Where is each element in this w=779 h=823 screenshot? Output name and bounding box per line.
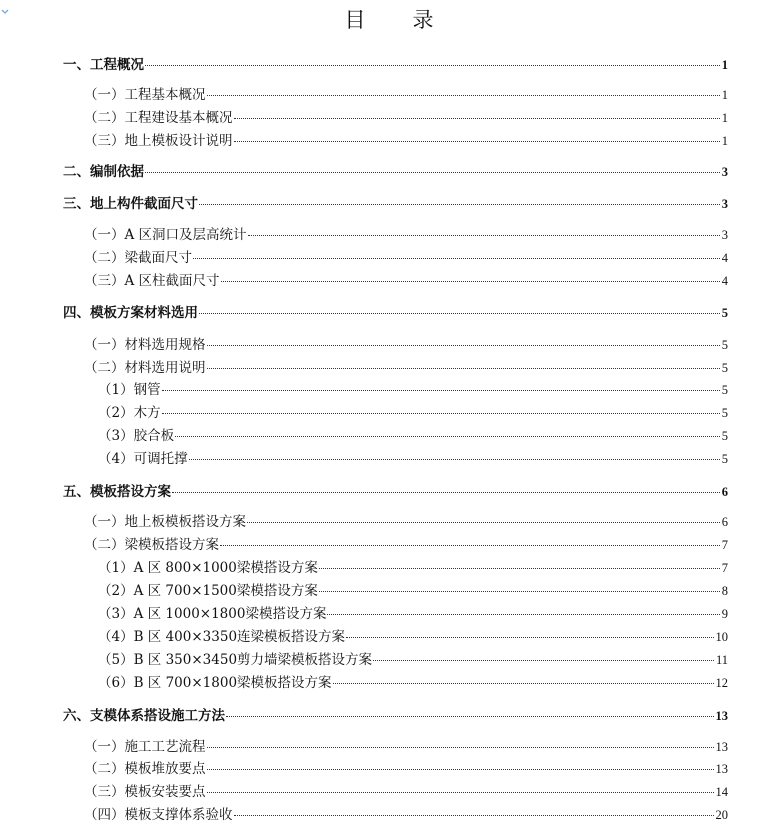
- toc-dot-leader: [162, 390, 720, 391]
- title-char-1: 目: [344, 8, 367, 32]
- toc-entry[interactable]: [84, 106, 728, 124]
- toc-entry[interactable]: [63, 480, 728, 498]
- toc-entry-label: （二）梁截面尺寸: [84, 250, 192, 266]
- toc-dot-leader: [346, 637, 713, 638]
- toc-dot-leader: [207, 769, 714, 770]
- toc-entry-label: （2）木方: [98, 405, 161, 421]
- toc-entry-page-number: 11: [715, 653, 728, 667]
- toc-dot-leader: [162, 413, 720, 414]
- toc-entry-page-number: 5: [721, 338, 728, 352]
- toc-dot-leader: [207, 95, 720, 96]
- toc-entry-label: （3）A 区 1000×1800梁模搭设方案: [98, 606, 327, 622]
- toc-entry-page-number: 5: [721, 406, 728, 420]
- toc-entry-page-number: 3: [721, 228, 728, 242]
- toc-entry-page-number: 7: [721, 538, 728, 552]
- toc-entry[interactable]: [63, 53, 728, 71]
- toc-entry-label: 六、支模体系搭设施工方法: [63, 708, 225, 724]
- toc-entry-page-number: 7: [721, 561, 728, 575]
- toc-entry-page-number: 1: [721, 134, 728, 148]
- toc-entry[interactable]: [84, 333, 728, 351]
- toc-dot-leader: [234, 815, 714, 816]
- toc-entry-label: （三）A 区柱截面尺寸: [84, 273, 220, 289]
- toc-entry[interactable]: [98, 401, 728, 419]
- toc-entry[interactable]: [84, 223, 728, 241]
- toc-entry-page-number: 5: [721, 361, 728, 375]
- toc-entry-page-number: 1: [721, 111, 728, 125]
- toc-entry-label: （一）地上板模板搭设方案: [84, 514, 246, 530]
- toc-dot-leader: [207, 747, 714, 748]
- toc-dot-leader: [333, 683, 714, 684]
- toc-dot-leader: [193, 258, 720, 259]
- toc-dot-leader: [319, 591, 720, 592]
- toc-entry-label: （二）工程建设基本概况: [84, 110, 233, 126]
- toc-dot-leader: [207, 345, 720, 346]
- toc-entry-page-number: 1: [721, 58, 728, 72]
- toc-entry-label: 三、地上构件截面尺寸: [63, 196, 198, 212]
- toc-entry-label: （2）A 区 700×1500梁模搭设方案: [98, 583, 318, 599]
- toc-dot-leader: [145, 172, 720, 173]
- toc-entry[interactable]: [63, 301, 728, 319]
- toc-dot-leader: [247, 522, 720, 523]
- toc-entry[interactable]: [98, 602, 728, 620]
- page-title: [0, 4, 779, 34]
- toc-entry-label: （3）胶合板: [98, 428, 175, 444]
- toc-entry[interactable]: [84, 757, 728, 775]
- toc-dot-leader: [234, 118, 720, 119]
- toc-entry[interactable]: [84, 83, 728, 101]
- toc-entry-page-number: 12: [715, 676, 728, 690]
- toc-entry-page-number: 5: [721, 306, 728, 320]
- toc-entry-label: （二）梁模板搭设方案: [84, 537, 219, 553]
- toc-dot-leader: [199, 313, 720, 314]
- toc-dot-leader: [221, 281, 720, 282]
- toc-dot-leader: [199, 204, 720, 205]
- toc-entry-label: （5）B 区 350×3450剪力墙梁模板搭设方案: [98, 652, 373, 668]
- toc-entry-label: （一）工程基本概况: [84, 87, 206, 103]
- toc-entry[interactable]: [84, 510, 728, 528]
- toc-entry[interactable]: [63, 192, 728, 210]
- toc-entry[interactable]: [84, 246, 728, 264]
- toc-entry-label: （三）地上模板设计说明: [84, 133, 233, 149]
- toc-dot-leader: [373, 660, 714, 661]
- toc-entry-page-number: 20: [715, 808, 728, 822]
- toc-entry-label: （6）B 区 700×1800梁模板搭设方案: [98, 675, 332, 691]
- toc-entry-page-number: 4: [721, 251, 728, 265]
- toc-entry-label: （1）A 区 800×1000梁模搭设方案: [98, 560, 318, 576]
- toc-entry-label: 四、模板方案材料选用: [63, 305, 198, 321]
- toc-dot-leader: [207, 792, 714, 793]
- toc-entry-label: （4）B 区 400×3350连梁模板搭设方案: [98, 629, 346, 645]
- toc-entry-label: 一、工程概况: [63, 57, 144, 73]
- toc-entry[interactable]: [98, 648, 728, 666]
- toc-dot-leader: [234, 141, 720, 142]
- toc-entry-label: 五、模板搭设方案: [63, 484, 171, 500]
- toc-dot-leader: [226, 716, 714, 717]
- toc-entry-label: 二、编制依据: [63, 164, 144, 180]
- toc-dot-leader: [220, 545, 720, 546]
- toc-entry[interactable]: [84, 356, 728, 374]
- toc-entry-page-number: 5: [721, 452, 728, 466]
- toc-entry-page-number: 5: [721, 429, 728, 443]
- toc-entry[interactable]: [84, 269, 728, 287]
- toc-entry[interactable]: [84, 803, 728, 821]
- toc-entry-page-number: 13: [715, 740, 728, 754]
- toc-entry[interactable]: [98, 671, 728, 689]
- toc-entry[interactable]: [63, 160, 728, 178]
- toc-entry-page-number: 13: [715, 709, 728, 723]
- toc-entry[interactable]: [84, 129, 728, 147]
- toc-dot-leader: [189, 459, 720, 460]
- toc-entry[interactable]: [98, 447, 728, 465]
- toc-entry-label: （二）模板堆放要点: [84, 761, 206, 777]
- toc-dot-leader: [172, 492, 720, 493]
- toc-entry-label: （四）模板支撑体系验收: [84, 807, 233, 823]
- toc-entry-page-number: 4: [721, 274, 728, 288]
- toc-entry-page-number: 9: [721, 607, 728, 621]
- toc-entry-page-number: 3: [721, 197, 728, 211]
- toc-entry-page-number: 6: [721, 515, 728, 529]
- toc-entry[interactable]: [98, 424, 728, 442]
- title-char-2: 录: [412, 8, 435, 32]
- toc-entry-page-number: 10: [715, 630, 728, 644]
- toc-entry-page-number: 1: [721, 88, 728, 102]
- toc-dot-leader: [319, 568, 720, 569]
- toc-entry[interactable]: [98, 625, 728, 643]
- toc-entry-label: （1）钢管: [98, 382, 161, 398]
- toc-entry-page-number: 14: [715, 785, 728, 799]
- toc-entry[interactable]: [98, 556, 728, 574]
- toc-entry-label: （三）模板安装要点: [84, 784, 206, 800]
- toc-entry-page-number: 13: [715, 762, 728, 776]
- toc-entry[interactable]: [63, 704, 728, 722]
- toc-entry-label: （4）可调托撑: [98, 451, 188, 467]
- toc-entry-page-number: 3: [721, 165, 728, 179]
- toc-entry-page-number: 8: [721, 584, 728, 598]
- toc-entry-label: （二）材料选用说明: [84, 360, 206, 376]
- toc-dot-leader: [145, 65, 720, 66]
- toc-dot-leader: [175, 436, 720, 437]
- toc-dot-leader: [207, 368, 720, 369]
- toc-entry-label: （一）施工工艺流程: [84, 739, 206, 755]
- toc-entry[interactable]: [98, 378, 728, 396]
- toc-entry[interactable]: [84, 780, 728, 798]
- toc-entry-page-number: 6: [721, 485, 728, 499]
- toc-dot-leader: [248, 235, 720, 236]
- toc-dot-leader: [327, 614, 719, 615]
- toc-entry[interactable]: [98, 579, 728, 597]
- toc-entry[interactable]: [84, 735, 728, 753]
- toc-entry[interactable]: [84, 533, 728, 551]
- toc-entry-label: （一）A 区洞口及层高统计: [84, 227, 247, 243]
- toc-entry-page-number: 5: [721, 383, 728, 397]
- toc-entry-label: （一）材料选用规格: [84, 337, 206, 353]
